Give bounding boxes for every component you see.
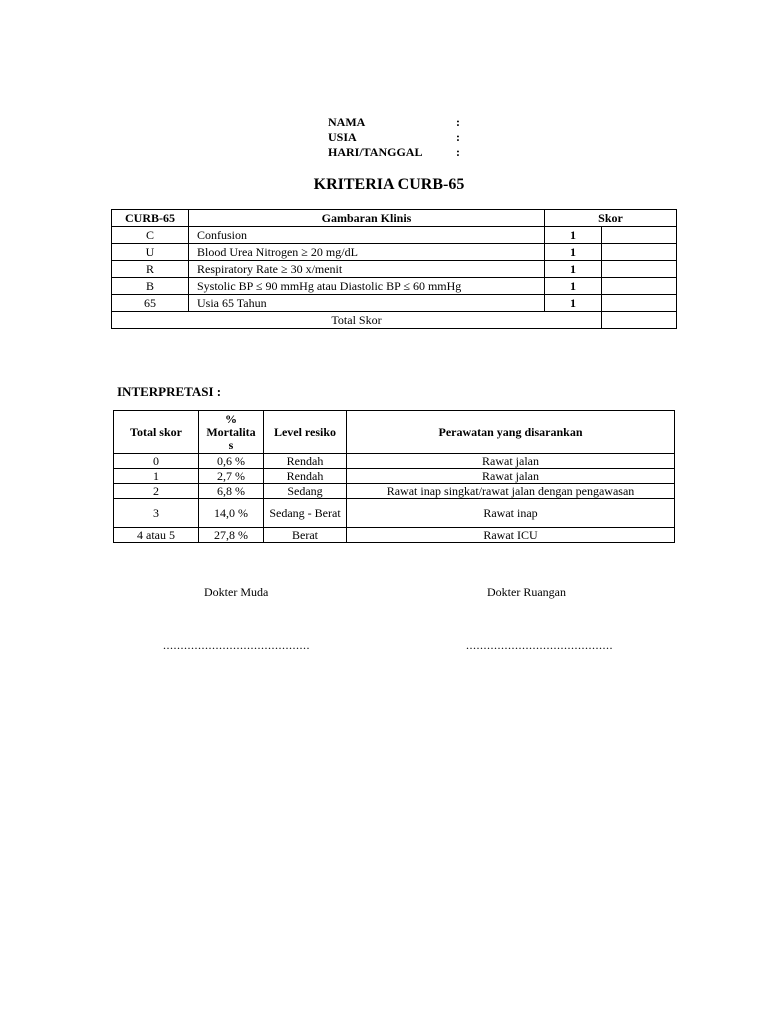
field-nama: [328, 115, 460, 130]
header-total-skor: Total skor: [114, 411, 199, 454]
signature-label-dokter-muda: Dokter Muda: [204, 585, 269, 599]
total-skor-value: 4 atau 5: [114, 528, 199, 543]
level-value: Berat: [264, 528, 347, 543]
criterion-score: 1: [545, 227, 602, 244]
score-entry-cell[interactable]: [602, 295, 677, 312]
score-entry-cell[interactable]: [602, 227, 677, 244]
table-row: [114, 499, 675, 528]
table-row: [114, 454, 675, 469]
total-skor-value: 3: [114, 499, 199, 528]
criterion-code: R: [112, 261, 189, 278]
field-separator: :: [456, 145, 460, 159]
criterion-code: B: [112, 278, 189, 295]
header-curb65: CURB-65: [112, 210, 189, 227]
care-value: Rawat jalan: [347, 454, 675, 469]
field-separator: :: [456, 130, 460, 144]
criterion-score: 1: [545, 295, 602, 312]
table-row: [112, 244, 677, 261]
signature-line-dokter-ruangan[interactable]: ..........................................: [466, 638, 613, 652]
criterion-description: Usia 65 Tahun: [189, 295, 545, 312]
total-skor-value: 2: [114, 484, 199, 499]
page-title: KRITERIA CURB-65: [313, 176, 465, 193]
criterion-score: 1: [545, 244, 602, 261]
patient-info-fields: [328, 115, 460, 160]
field-usia: [328, 130, 460, 145]
level-value: Rendah: [264, 454, 347, 469]
care-value: Rawat ICU: [347, 528, 675, 543]
header-skor: Skor: [545, 210, 677, 227]
total-skor-label: Total Skor: [112, 312, 602, 329]
table-row: [112, 227, 677, 244]
signature-label-dokter-ruangan: Dokter Ruangan: [487, 585, 566, 599]
care-value: Rawat jalan: [347, 469, 675, 484]
table-header-row: [112, 210, 677, 227]
criterion-code: U: [112, 244, 189, 261]
total-skor-value: 1: [114, 469, 199, 484]
mortality-value: 6,8 %: [199, 484, 264, 499]
interpretation-heading: INTERPRETASI :: [117, 384, 222, 399]
care-value: Rawat inap: [347, 499, 675, 528]
total-skor-entry-cell[interactable]: [602, 312, 677, 329]
mortality-value: 14,0 %: [199, 499, 264, 528]
table-row: [114, 528, 675, 543]
care-value: Rawat inap singkat/rawat jalan dengan pengawasan: [347, 484, 675, 499]
table-header-row: [114, 411, 675, 454]
table-row: [112, 295, 677, 312]
total-row: [112, 312, 677, 329]
mortality-value: 2,7 %: [199, 469, 264, 484]
header-mortality: % Mortalita s: [199, 411, 264, 454]
field-label: USIA: [328, 130, 357, 144]
mortality-value: 0,6 %: [199, 454, 264, 469]
criterion-code: 65: [112, 295, 189, 312]
criterion-score: 1: [545, 278, 602, 295]
level-value: Sedang - Berat: [264, 499, 347, 528]
field-hari-tanggal: [328, 145, 460, 160]
level-value: Rendah: [264, 469, 347, 484]
mortality-value: 27,8 %: [199, 528, 264, 543]
total-skor-value: 0: [114, 454, 199, 469]
curb-65-table: [111, 209, 677, 329]
criterion-score: 1: [545, 261, 602, 278]
field-separator: :: [456, 115, 460, 129]
level-value: Sedang: [264, 484, 347, 499]
field-label: HARI/TANGGAL: [328, 145, 423, 159]
criterion-code: C: [112, 227, 189, 244]
table-row: [114, 484, 675, 499]
criterion-description: Confusion: [189, 227, 545, 244]
header-perawatan: Perawatan yang disarankan: [347, 411, 675, 454]
header-level-resiko: Level resiko: [264, 411, 347, 454]
criterion-description: Blood Urea Nitrogen ≥ 20 mg/dL: [189, 244, 545, 261]
field-label: NAMA: [328, 115, 366, 129]
score-entry-cell[interactable]: [602, 261, 677, 278]
score-entry-cell[interactable]: [602, 278, 677, 295]
table-row: [112, 278, 677, 295]
table-row: [112, 261, 677, 278]
header-gambaran-klinis: Gambaran Klinis: [189, 210, 545, 227]
signature-line-dokter-muda[interactable]: ..........................................: [163, 638, 310, 652]
interpretation-table: [113, 410, 675, 543]
table-row: [114, 469, 675, 484]
criterion-description: Systolic BP ≤ 90 mmHg atau Diastolic BP ≤ 60 mmHg: [189, 278, 545, 295]
criterion-description: Respiratory Rate ≥ 30 x/menit: [189, 261, 545, 278]
score-entry-cell[interactable]: [602, 244, 677, 261]
